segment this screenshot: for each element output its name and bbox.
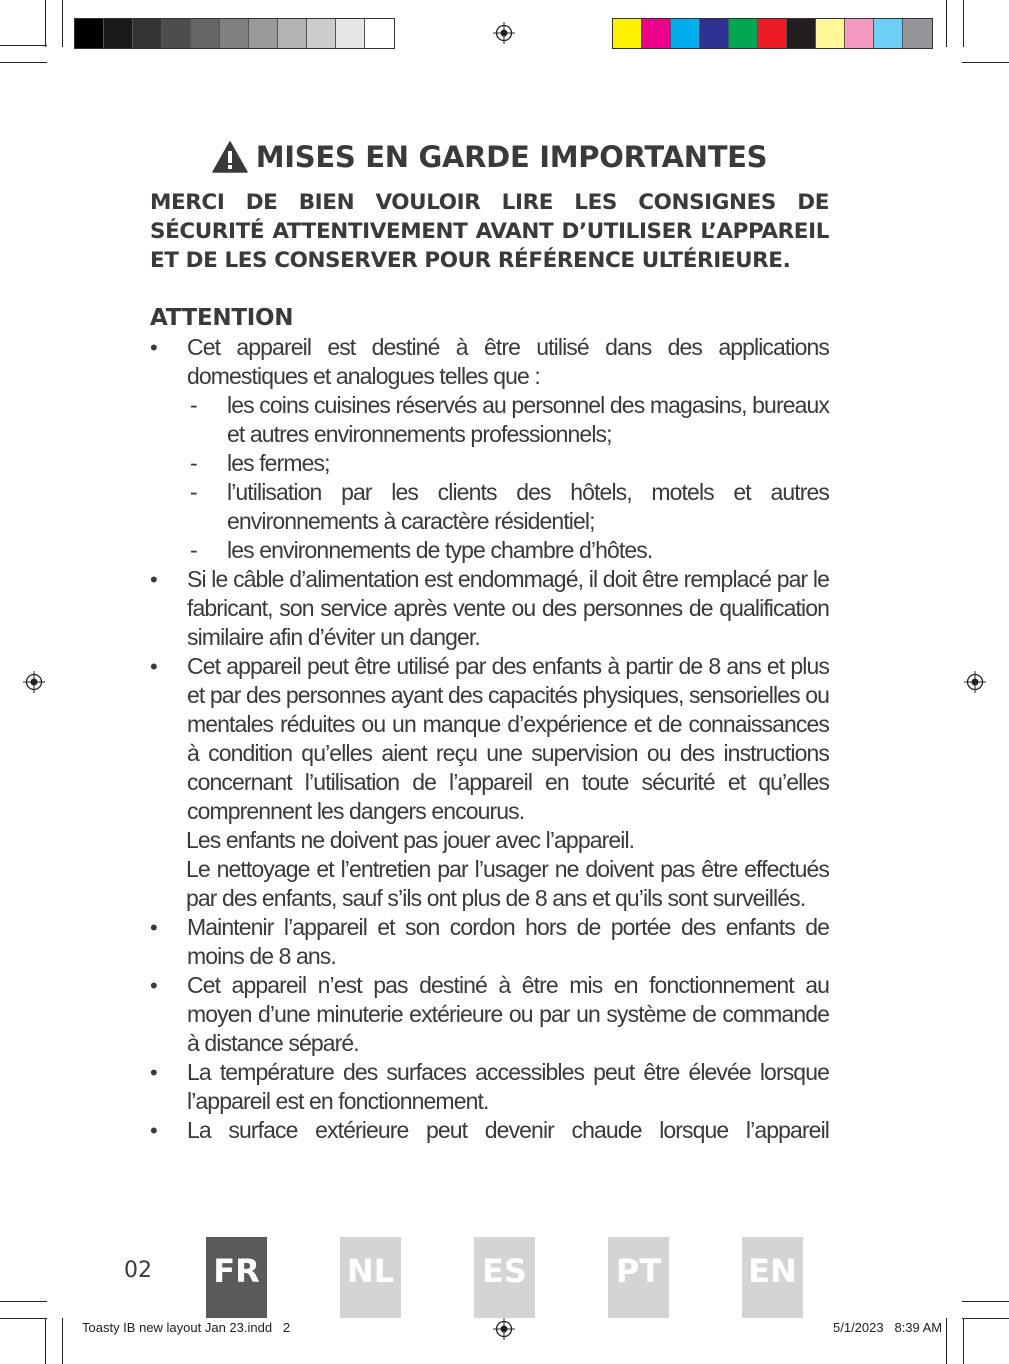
color-swatch [613,19,642,48]
language-tab-en[interactable]: EN [742,1237,803,1318]
list-item [150,913,829,971]
crop-mark [0,1318,47,1319]
continuation-paragraph: Les enfants ne doivent pas jouer avec l’appareil. [186,827,635,853]
bullet-text: • La température des surfaces accessibles peut être élevée lorsque l’appareil est en fonctionnement. [187,1059,829,1114]
process-color-bar [612,18,933,49]
sub-list-item: - l’utilisation par les clients des hôtels, motels et autres environnements à caractère résidentiel; [187,478,829,536]
color-swatch [787,19,816,48]
list-item [150,971,829,1058]
crop-mark [962,62,1009,63]
color-swatch [642,19,671,48]
sub-list-item: - les environnements de type chambre d’hôtes. [187,536,829,565]
slug-file-info: Toasty IB new layout Jan 23.indd 2 [82,1320,291,1335]
color-swatch [307,19,336,48]
crop-mark [0,62,47,63]
section-heading: ATTENTION [150,305,294,331]
warnings-list [150,333,829,1145]
crop-mark [0,1301,47,1302]
crop-mark [0,45,47,46]
list-item [150,652,829,826]
intro-paragraph: MERCI DE BIEN VOULOIR LIRE LES CONSIGNES DE SÉCURITÉ ATTENTIVEMENT AVANT D’UTILISER L’APPAREIL ET DE LES CONSERVER POUR RÉFÉRENCE ULTÉRIEURE. [150,190,829,273]
language-tab-nl[interactable]: NL [340,1237,401,1318]
slug-date-info: 5/1/2023 8:39 AM [833,1320,943,1335]
warning-triangle-icon [212,141,248,173]
registration-mark-icon [23,671,45,693]
page-title-text: MISES EN GARDE IMPORTANTES [255,140,768,174]
bullet-text: • Cet appareil n’est pas destiné à être mis en fonctionnement au moyen d’une minuterie extérieure ou par un système de commande à distance séparé. [187,972,829,1056]
color-swatch [671,19,700,48]
crop-mark [62,1318,63,1364]
registration-mark-icon [493,1318,515,1340]
color-swatch [758,19,787,48]
sub-list-item: - les coins cuisines réservés au personnel des magasins, bureaux et autres environnements professionnels; [187,391,829,449]
crop-mark [45,1318,46,1364]
list-item [150,1116,829,1145]
color-swatch [874,19,903,48]
language-tab-pt[interactable]: PT [608,1237,669,1318]
crop-mark [946,1318,947,1364]
bullet-text: • Si le câble d’alimentation est endommagé, il doit être remplacé par le fabricant, son service après vente ou des personnes de qualification similaire afin d’éviter un danger. [187,566,829,650]
list-item [150,565,829,652]
continuation-paragraph: Le nettoyage et l’entretien par l’usager ne doivent pas être effectués par des enfants, sauf s’ils ont plus de 8 ans et qu’ils sont surveillés. [186,856,829,911]
color-swatch [191,19,220,48]
safety-warnings-page [150,140,829,1145]
color-swatch [365,19,394,48]
crop-mark [62,0,63,47]
page-number: 02 [124,1258,152,1283]
color-swatch [845,19,874,48]
color-swatch [220,19,249,48]
sub-list-item: - les fermes; [187,449,829,478]
color-swatch [278,19,307,48]
bullet-text: • Cet appareil est destiné à être utilisé dans des applications domestiques et analogues telles que : [187,334,829,389]
registration-mark-icon [493,22,515,44]
crop-mark [946,0,947,47]
color-swatch [75,19,104,48]
list-item [150,1058,829,1116]
language-tab-fr[interactable]: FR [206,1237,267,1318]
crop-mark [962,1318,1009,1319]
bullet-text: • Maintenir l’appareil et son cordon hors de portée des enfants de moins de 8 ans. [187,914,829,969]
color-swatch [336,19,365,48]
crop-mark [963,0,964,47]
page-title [150,140,829,174]
color-swatch [249,19,278,48]
color-swatch [700,19,729,48]
list-item [150,333,829,565]
crop-mark [45,0,46,47]
color-swatch [162,19,191,48]
bullet-text: • La surface extérieure peut devenir chaude lorsque l’appareil [187,1117,829,1143]
color-swatch [816,19,845,48]
language-tab-es[interactable]: ES [474,1237,535,1318]
registration-mark-icon [964,671,986,693]
color-swatch [133,19,162,48]
color-swatch [903,19,932,48]
crop-mark [962,1301,1009,1302]
color-swatch [729,19,758,48]
grayscale-color-bar [74,18,395,49]
crop-mark [963,1318,964,1364]
bullet-text: • Cet appareil peut être utilisé par des enfants à partir de 8 ans et plus et par des personnes ayant des capacités physiques, sensorielles ou mentales réduites ou un manque d’expérience et de connaissances à condition qu’elles aient reçu une supervision ou des instructions concernant l’utilisation de l’appareil en toute sécurité et qu’elles comprennent les dangers encourus. [187,653,829,824]
color-swatch [104,19,133,48]
